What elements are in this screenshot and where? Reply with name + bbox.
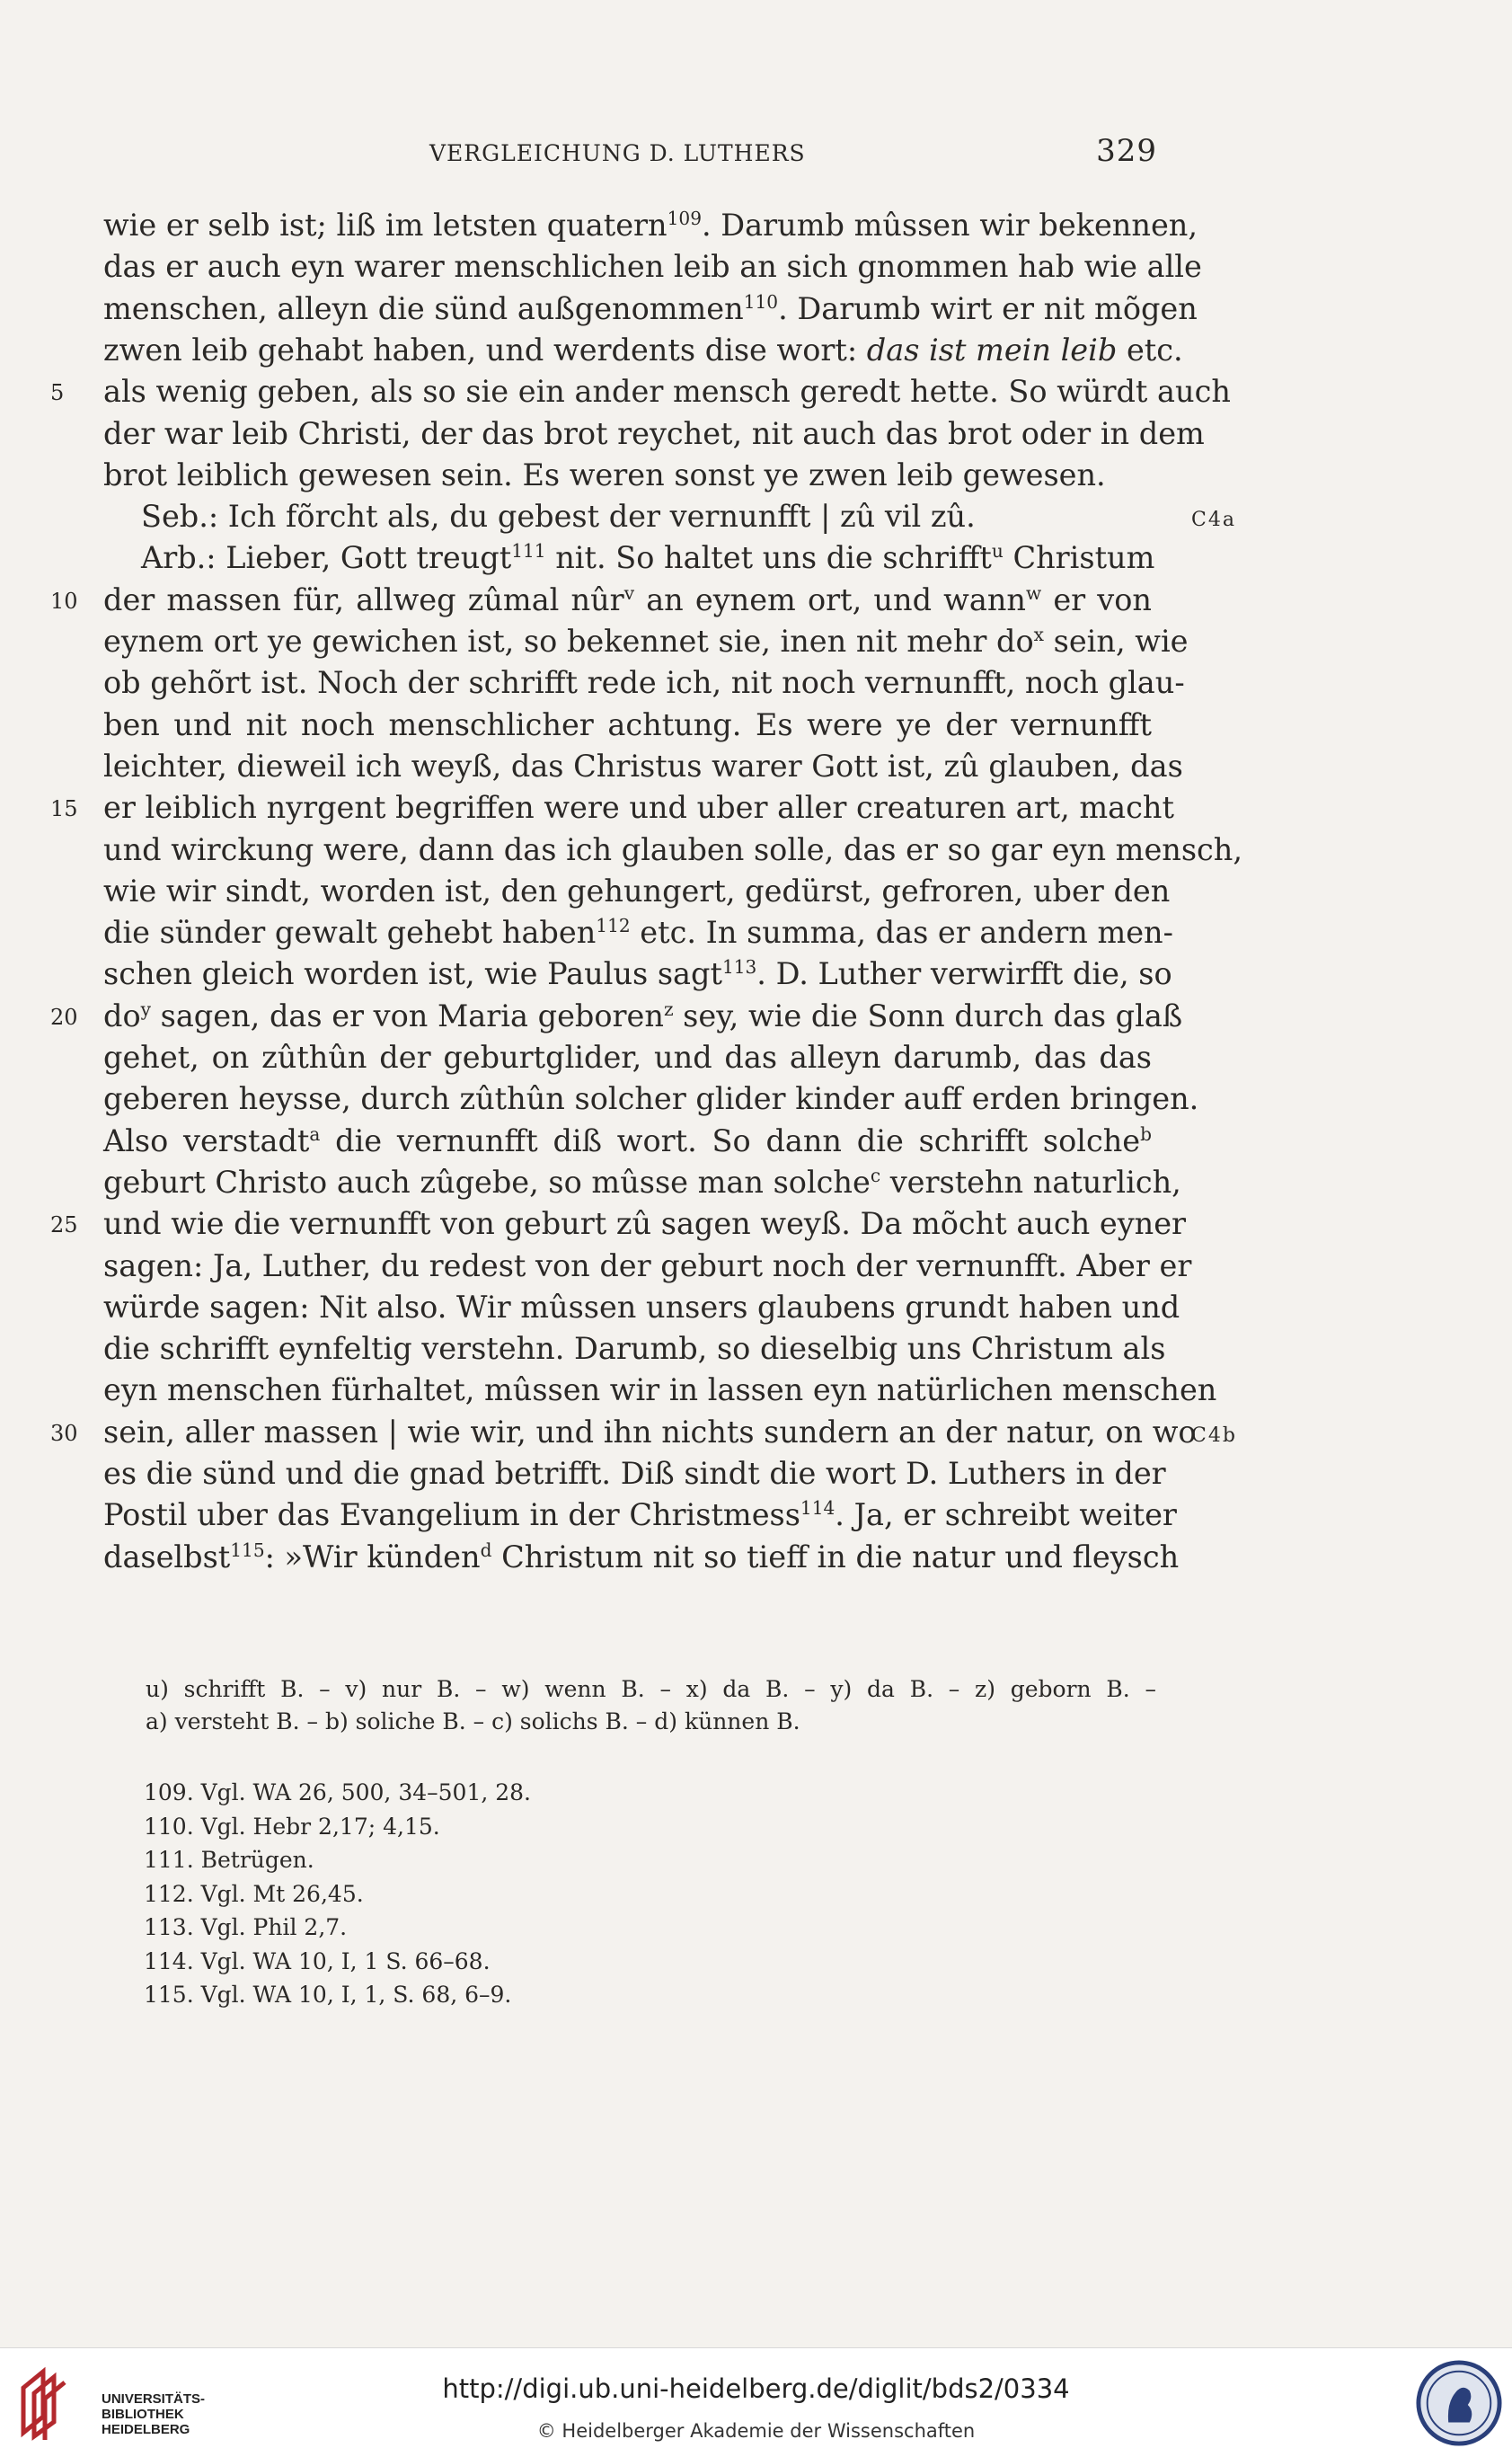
text-line: und wirckung were, dann das ich glauben solle, das er so gar eyn mensch, <box>103 831 1243 867</box>
line-number: 25 <box>50 1212 78 1238</box>
text-line: Arb.: Lieber, Gott treugt$^{111}$ nit. So haltet uns die schrifft$^u$ Christum <box>141 540 1155 576</box>
text-line: die schrifft eynfeltig verstehn. Darumb, so dieselbig uns Christum als <box>103 1331 1166 1367</box>
text-line: brot leiblich gewesen sein. Es weren sonst ye zwen leib gewesen. <box>103 457 1106 492</box>
text-line: geberen heysse, durch zûthûn solcher glider kinder auff erden bringen. <box>103 1081 1199 1117</box>
text-line: geburt Christo auch zûgebe, so mûsse man solche$^c$ verstehn naturlich, <box>103 1164 1181 1200</box>
line-number: 20 <box>50 1004 78 1030</box>
text-line: der war leib Christi, der das brot reychet, nit auch das brot oder in dem <box>103 415 1205 451</box>
library-name-line: HEIDELBERG <box>102 2422 190 2437</box>
text-line: der massen für, allweg zûmal nûr$^v$ an eynem ort, und wann$^w$ er von <box>103 581 1152 617</box>
text-line: wie wir sindt, worden ist, den gehungert, gedürst, gefroren, uber den <box>103 873 1171 909</box>
apparatus-line: a) versteht B. – b) soliche B. – c) solichs B. – d) künnen B. <box>146 1708 800 1734</box>
text-line: würde sagen: Nit also. Wir mûssen unsers glaubens grundt haben und <box>103 1289 1180 1325</box>
text-line: $do^y$ sagen, das er von Maria geboren$^z$ sey, wie die Sonn durch das glaß <box>103 998 1183 1033</box>
text-line: das er auch eyn warer menschlichen leib an sich gnommen hab wie alle <box>103 249 1202 285</box>
text-line: schen gleich worden ist, wie Paulus sagt$^{113}$. D. Luther verwirfft die, so <box>103 956 1172 992</box>
line-number: 30 <box>50 1420 78 1446</box>
text-line: daselbst$^{115}$: »Wir künden$^d$ Christum nit so tieff in die natur und fleysch <box>103 1539 1180 1574</box>
text-line: zwen leib gehabt haben, und werdents dise wort: das ist mein leib etc. <box>103 332 1183 368</box>
copyright-text: © Heidelberger Akademie der Wissenschaften <box>536 2420 976 2442</box>
footnote: 112. Vgl. Mt 26,45. <box>144 1880 364 1907</box>
footnote: 110. Vgl. Hebr 2,17; 4,15. <box>144 1813 440 1840</box>
footnote: 113. Vgl. Phil 2,7. <box>144 1914 348 1940</box>
page-number: 329 <box>1096 133 1157 169</box>
text-line: sagen: Ja, Luther, du redest von der geburt noch der vernunfft. Aber er <box>103 1247 1192 1283</box>
text-line: es die sünd und die gnad betrifft. Diß sindt die wort D. Luthers in der <box>103 1456 1166 1491</box>
line-number: 10 <box>50 588 78 614</box>
line-number: 15 <box>50 796 78 822</box>
text-line: ben und nit noch menschlicher achtung. Es were ye der vernunfft <box>103 706 1152 742</box>
text-line: wie er selb ist; liß im letsten quatern$^{109}$. Darumb mûssen wir bekennen, <box>103 207 1198 243</box>
text-line: Postil uber das Evangelium in der Christmess$^{114}$. Ja, er schreibt weiter <box>103 1497 1177 1533</box>
text-line: eynem ort ye gewichen ist, so bekennet sie, inen nit mehr $do^x$ sein, wie <box>103 623 1189 659</box>
text-line: leichter, dieweil ich weyß, das Christus warer Gott ist, zû glauben, das <box>103 748 1183 784</box>
source-url-link[interactable]: http://digi.ub.uni-heidelberg.de/diglit/bds2/0334 <box>442 2373 1070 2404</box>
footnote: 111. Betrügen. <box>144 1847 314 1873</box>
text-line: Also verstadt$^a$ die vernunfft diß wort. So dann die schrifft solche$^b$ <box>103 1122 1152 1158</box>
running-title: VERGLEICHUNG D. LUTHERS <box>429 140 806 166</box>
footnote: 115. Vgl. WA 10, I, 1, S. 68, 6–9. <box>144 1982 512 2008</box>
text-line: Seb.: Ich fõrcht als, du gebest der vernunfft | zû vil zû. <box>141 499 976 535</box>
footnote: 109. Vgl. WA 26, 500, 34–501, 28. <box>144 1779 532 1805</box>
signature-mark: C4b <box>1191 1424 1237 1447</box>
academy-seal-icon[interactable] <box>1415 2359 1503 2447</box>
text-line: ob gehõrt ist. Noch der schrifft rede ich, nit noch vernunfft, noch glau- <box>103 665 1185 701</box>
text-line: menschen, alleyn die sünd außgenommen$^{110}$. Darumb wirt er nit mõgen <box>103 290 1198 326</box>
signature-mark: C4a <box>1191 509 1236 532</box>
library-name-line: UNIVERSITÄTS- <box>102 2391 206 2407</box>
line-number: 5 <box>50 380 65 406</box>
footer-bar <box>0 2347 1512 2457</box>
text-line: sein, aller massen | wie wir, und ihn nichts sundern an der natur, on wo <box>103 1414 1197 1450</box>
text-line: als wenig geben, als so sie ein ander mensch geredt hette. So würdt auch <box>103 374 1231 410</box>
text-line: und wie die vernunfft von geburt zû sagen weyß. Da mõcht auch eyner <box>103 1206 1187 1242</box>
footnote: 114. Vgl. WA 10, I, 1 S. 66–68. <box>144 1947 491 1974</box>
text-line: eyn menschen fürhaltet, mûssen wir in lassen eyn natürlichen menschen <box>103 1372 1217 1408</box>
text-line: er leiblich nyrgent begriffen were und uber aller creaturen art, macht <box>103 790 1174 826</box>
apparatus-line: u) schrifft B. – v) nur B. – w) wenn B. – x) da B. – y) da B. – z) geborn B. – <box>146 1676 1156 1702</box>
text-line: die sünder gewalt gehebt haben$^{112}$ etc. In summa, das er andern men- <box>103 914 1173 951</box>
library-name-line: BIBLIOTHEK <box>102 2407 184 2422</box>
text-line: gehet, on zûthûn der geburtglider, und das alleyn darumb, das das <box>103 1040 1152 1075</box>
